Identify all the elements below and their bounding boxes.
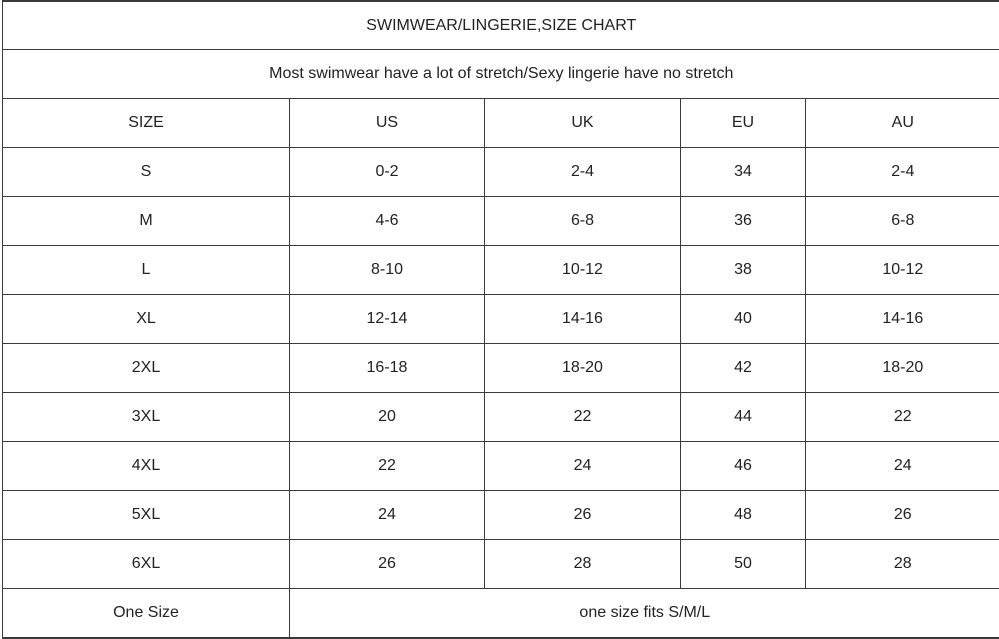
us-cell: 22	[290, 442, 485, 491]
eu-cell: 36	[681, 197, 806, 246]
us-cell: 24	[290, 491, 485, 540]
uk-cell: 6-8	[485, 197, 681, 246]
table-row	[3, 148, 999, 197]
eu-cell: 48	[681, 491, 806, 540]
size-cell: 5XL	[3, 491, 290, 540]
column-header-size: SIZE	[3, 99, 290, 148]
au-cell: 24	[806, 442, 999, 491]
uk-cell: 14-16	[485, 295, 681, 344]
eu-cell: 40	[681, 295, 806, 344]
size-cell: L	[3, 246, 290, 295]
column-header-au: AU	[806, 99, 999, 148]
size-cell: M	[3, 197, 290, 246]
au-cell: 6-8	[806, 197, 999, 246]
uk-cell: 26	[485, 491, 681, 540]
table-row	[3, 442, 999, 491]
us-cell: 26	[290, 540, 485, 589]
subtitle-row	[3, 50, 999, 99]
uk-cell: 18-20	[485, 344, 681, 393]
us-cell: 20	[290, 393, 485, 442]
eu-cell: 44	[681, 393, 806, 442]
table-row	[3, 491, 999, 540]
footer-row	[3, 589, 999, 639]
table-row	[3, 540, 999, 589]
size-cell: 4XL	[3, 442, 290, 491]
us-cell: 8-10	[290, 246, 485, 295]
table-row	[3, 197, 999, 246]
uk-cell: 10-12	[485, 246, 681, 295]
eu-cell: 46	[681, 442, 806, 491]
au-cell: 2-4	[806, 148, 999, 197]
au-cell: 26	[806, 491, 999, 540]
table-row	[3, 393, 999, 442]
size-cell: 3XL	[3, 393, 290, 442]
us-cell: 0-2	[290, 148, 485, 197]
eu-cell: 50	[681, 540, 806, 589]
au-cell: 18-20	[806, 344, 999, 393]
table-row	[3, 295, 999, 344]
chart-title: SWIMWEAR/LINGERIE,SIZE CHART	[3, 1, 999, 50]
au-cell: 28	[806, 540, 999, 589]
us-cell: 16-18	[290, 344, 485, 393]
us-cell: 12-14	[290, 295, 485, 344]
uk-cell: 22	[485, 393, 681, 442]
size-chart-table	[2, 0, 999, 639]
header-row	[3, 99, 999, 148]
table-row	[3, 246, 999, 295]
size-cell: S	[3, 148, 290, 197]
eu-cell: 34	[681, 148, 806, 197]
size-cell: 2XL	[3, 344, 290, 393]
column-header-eu: EU	[681, 99, 806, 148]
au-cell: 22	[806, 393, 999, 442]
au-cell: 10-12	[806, 246, 999, 295]
size-cell: 6XL	[3, 540, 290, 589]
uk-cell: 2-4	[485, 148, 681, 197]
table-row	[3, 344, 999, 393]
one-size-label: One Size	[3, 589, 290, 639]
column-header-uk: UK	[485, 99, 681, 148]
size-cell: XL	[3, 295, 290, 344]
us-cell: 4-6	[290, 197, 485, 246]
uk-cell: 24	[485, 442, 681, 491]
uk-cell: 28	[485, 540, 681, 589]
title-row	[3, 1, 999, 50]
eu-cell: 38	[681, 246, 806, 295]
au-cell: 14-16	[806, 295, 999, 344]
column-header-us: US	[290, 99, 485, 148]
one-size-value: one size fits S/M/L	[290, 589, 999, 639]
chart-subtitle: Most swimwear have a lot of stretch/Sexy lingerie have no stretch	[3, 50, 999, 99]
eu-cell: 42	[681, 344, 806, 393]
